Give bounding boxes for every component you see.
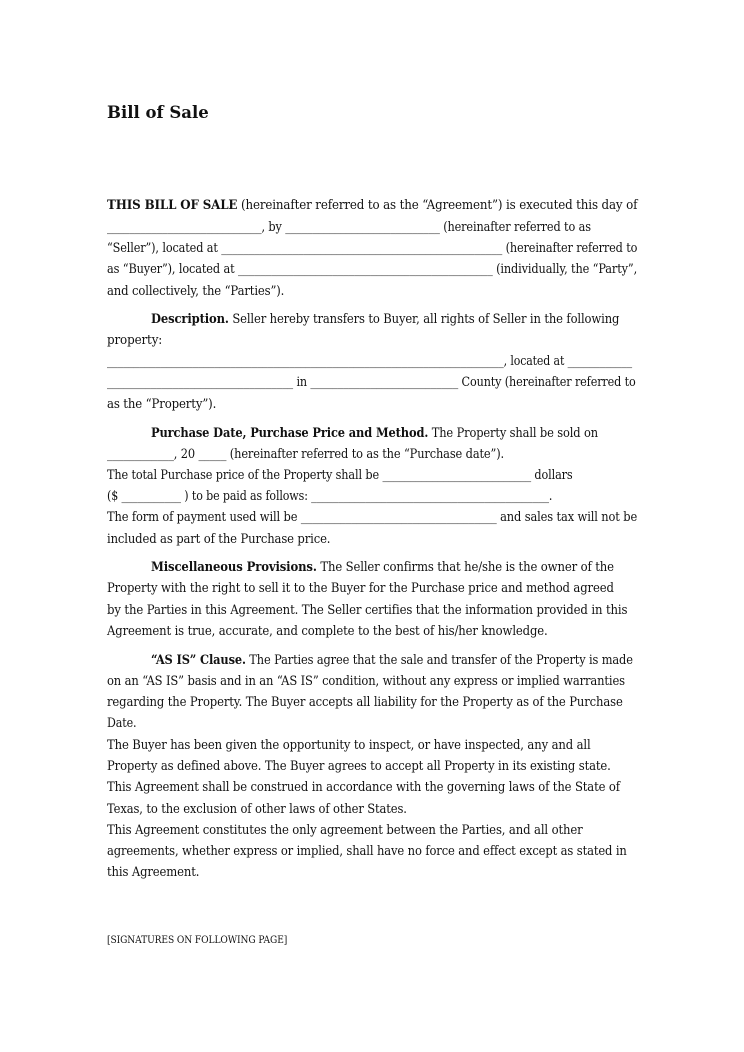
asis-line-8: Texas, to the exclusion of other laws of other States. bbox=[107, 802, 407, 817]
intro-line-3: “Seller”), located at ___________________________________________________ (hereinafter referred to bbox=[107, 241, 638, 256]
signatures-note: [SIGNATURES ON FOLLOWING PAGE] bbox=[107, 934, 288, 946]
purchase-line-4: ($ ___________ ) to be paid as follows: ____________________________________________. bbox=[107, 489, 553, 504]
purchase-line-6: included as part of the Purchase price. bbox=[107, 532, 331, 547]
asis-line-9: This Agreement constitutes the only agreement between the Parties, and all other bbox=[107, 823, 583, 838]
description-line-1-text: Seller hereby transfers to Buyer, all rights of Seller in the following bbox=[228, 312, 620, 327]
asis-heading: “AS IS” Clause. bbox=[151, 653, 246, 668]
intro-line-2: ____________________________, by ____________________________ (hereinafter referred to as bbox=[107, 220, 591, 235]
intro-line-1-text: (hereinafter referred to as the “Agreement”) is executed this day of bbox=[237, 198, 638, 213]
misc-heading: Miscellaneous Provisions. bbox=[151, 560, 317, 575]
description-line-4: __________________________________ in ___________________________ County (hereinafter referred to bbox=[107, 375, 636, 390]
asis-line-2: on an “AS IS” basis and in an “AS IS” condition, without any express or implied warranties bbox=[107, 674, 625, 689]
intro-lead: THIS BILL OF SALE bbox=[107, 198, 238, 213]
misc-line-1-text: The Seller confirms that he/she is the owner of the bbox=[316, 560, 614, 575]
description-line-5: as the “Property”). bbox=[107, 397, 217, 412]
description-line-3: __________________________________________________________________________, located at ____________ bbox=[107, 354, 632, 369]
asis-line-7: This Agreement shall be construed in accordance with the governing laws of the State of bbox=[107, 780, 620, 795]
asis-line-4: Date. bbox=[107, 716, 137, 731]
asis-line-1 bbox=[151, 654, 633, 667]
misc-line-4: Agreement is true, accurate, and complete to the best of his/her knowledge. bbox=[107, 624, 548, 639]
description-heading: Description. bbox=[151, 312, 229, 327]
document-title: Bill of Sale bbox=[107, 103, 209, 122]
intro-line-5: and collectively, the “Parties”). bbox=[107, 284, 285, 299]
asis-line-3: regarding the Property. The Buyer accepts all liability for the Property as of the Purchase bbox=[107, 695, 623, 710]
intro-line-1 bbox=[107, 199, 637, 212]
asis-line-6: Property as defined above. The Buyer agrees to accept all Property in its existing state. bbox=[107, 759, 611, 774]
misc-line-3: by the Parties in this Agreement. The Seller certifies that the information provided in this bbox=[107, 603, 628, 618]
purchase-line-3: The total Purchase price of the Property shall be ___________________________ dollars bbox=[107, 468, 573, 483]
misc-line-2: Property with the right to sell it to the Buyer for the Purchase price and method agreed bbox=[107, 581, 614, 596]
purchase-heading: Purchase Date, Purchase Price and Method. bbox=[151, 426, 429, 441]
asis-line-1-text: The Parties agree that the sale and transfer of the Property is made bbox=[245, 653, 633, 668]
asis-line-10: agreements, whether express or implied, shall have no force and effect except as stated in bbox=[107, 844, 627, 859]
purchase-line-2: ____________, 20 _____ (hereinafter referred to as the “Purchase date”). bbox=[107, 447, 505, 462]
asis-line-5: The Buyer has been given the opportunity to inspect, or have inspected, any and all bbox=[107, 738, 591, 753]
purchase-line-5: The form of payment used will be ___________________________________ and sales tax will not be bbox=[107, 510, 638, 525]
purchase-line-1-text: The Property shall be sold on bbox=[428, 426, 598, 441]
asis-line-11: this Agreement. bbox=[107, 865, 200, 880]
description-line-1 bbox=[151, 313, 619, 326]
intro-line-4: as “Buyer”), located at ______________________________________________ (individually, the “Party”, bbox=[107, 262, 638, 277]
purchase-line-1 bbox=[151, 427, 598, 440]
description-line-2: property: bbox=[107, 333, 163, 348]
misc-line-1 bbox=[151, 561, 614, 574]
